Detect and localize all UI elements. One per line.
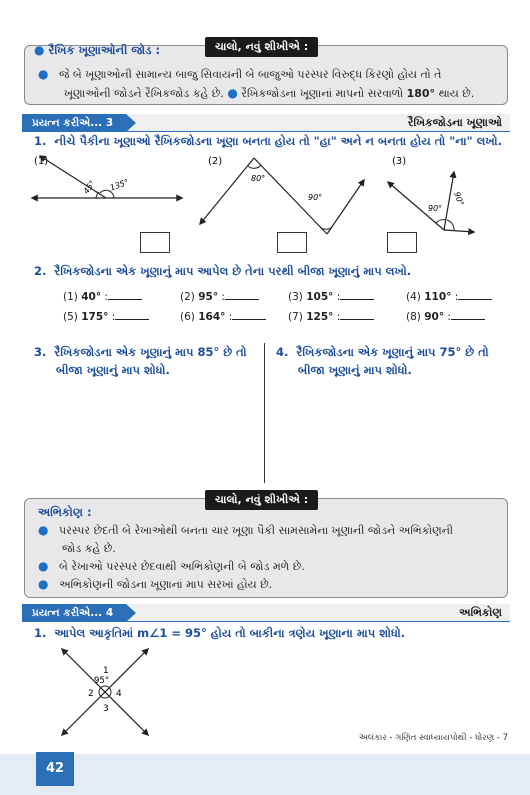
- vertical-angles-figure: [48, 643, 168, 743]
- question-1: 1. નીચે પૈકીના ખૂણાઓ રૈખિકજોડના ખૂણા બનતા હોય તો "હા" અને ન બનતા હોય તો "ના" લખો.: [34, 134, 502, 148]
- learn2-bullet-1-cont: જોડ કહે છે.: [62, 542, 116, 555]
- bullet-icon: ●: [34, 43, 45, 57]
- practice-bar-3: [22, 114, 510, 132]
- practice-topic: અભિકોણ: [459, 606, 502, 619]
- bullet-icon: ●: [38, 559, 49, 573]
- learn-text-line-2: ખૂણાઓની જોડને રૈખિકજોડ કહે છે. ● રૈખિકજોડના ખૂણાનાં માપનો સરવાળો 180° થાય છે.: [64, 86, 475, 100]
- fig2-angle-a: 80°: [251, 174, 266, 183]
- q2-item-7[interactable]: (7) 125° :: [288, 310, 374, 323]
- practice-topic: રૈખિકજોડના ખૂણાઓ: [407, 116, 502, 129]
- practice-arrow-icon: [126, 114, 136, 132]
- fig2-angle-b: 90°: [308, 193, 323, 202]
- bottom-bar: [0, 754, 530, 795]
- learn-tag: ચાલો, નવું શીખીએ :: [205, 490, 318, 510]
- angle-4-label: 4: [116, 689, 122, 699]
- learn2-bullet-2: ● બે રેખાઓ પરસ્પર છેદવાથી અભિકોણની બે જોડ મળે છે.: [38, 559, 305, 573]
- fig2-label: (2): [208, 156, 223, 167]
- q2-item-4[interactable]: (4) 110° :: [406, 290, 492, 303]
- question-2: 2. રૈખિકજોડના એક ખૂણાનું માપ આપેલ છે તેના પરથી બીજા ખૂણાનું માપ લખો.: [34, 264, 412, 278]
- question-vertical-1: 1. આપેલ આકૃતિમાં m∠1 = 95° હોય તો બાકીના ત્રણેય ખૂણાના માપ શોધો.: [34, 626, 406, 640]
- q2-item-1[interactable]: (1) 40° :: [63, 290, 142, 303]
- practice-tag: પ્રયત્ન કરીએ... 3: [22, 114, 126, 132]
- fig3-ray: [444, 230, 474, 232]
- learn-title-text: રૈખિક ખૂણાઓની જોડ :: [48, 43, 161, 57]
- fig3-label: (3): [392, 156, 407, 167]
- angle-1-label: 1: [103, 666, 109, 676]
- fig3-angle-a: 90°: [428, 204, 443, 213]
- learn-title: [34, 43, 160, 58]
- q2-item-3[interactable]: (3) 105° :: [288, 290, 374, 303]
- angle-2-label: 2: [88, 689, 94, 699]
- question-3: 3. રૈખિકજોડના એક ખૂણાનું માપ 85° છે તો બીજા ખૂણાનું માપ શોધો.: [34, 345, 247, 377]
- fig2-ray: [200, 158, 254, 224]
- column-divider: [264, 343, 265, 483]
- fig3-angle-b: 90°: [452, 190, 466, 208]
- question-4: 4. રૈખિકજોડના એક ખૂણાનું માપ 75° છે તો બીજા ખૂણાનું માપ શોધો.: [276, 345, 489, 377]
- bullet-icon: ●: [38, 67, 49, 81]
- page-number: 42: [36, 752, 74, 786]
- learn2-bullet-1: ● પરસ્પર છેદતી બે રેખાઓથી બનતા ચાર ખૂણા પૈકી સામસામેના ખૂણાની જોડને અભિકોણની: [38, 523, 454, 537]
- answer-box-1[interactable]: [140, 232, 170, 253]
- q2-item-2[interactable]: (2) 95° :: [180, 290, 259, 303]
- practice-arrow-icon: [126, 604, 136, 622]
- fig1-angle-b: 135°: [108, 177, 130, 193]
- learn-tag: ચાલો, નવું શીખીએ :: [205, 37, 318, 57]
- bullet-icon: ●: [38, 523, 49, 537]
- angle-3-label: 3: [103, 704, 109, 714]
- q2-item-8[interactable]: (8) 90° :: [406, 310, 485, 323]
- fig1-ray: [40, 156, 106, 198]
- answer-box-3[interactable]: [387, 232, 417, 253]
- q2-item-6[interactable]: (6) 164° :: [180, 310, 266, 323]
- q2-item-5[interactable]: (5) 175° :: [63, 310, 149, 323]
- fig2-arc: [248, 165, 261, 168]
- bullet-icon: ●: [38, 577, 49, 591]
- fig2-ray: [327, 180, 364, 234]
- angle-1-measure: 95°: [94, 676, 110, 686]
- footer-text: અલંકાર - ગણિત સ્વાધ્યાયપોથી - ધોરણ - 7: [358, 733, 508, 743]
- fig3-arc: [447, 220, 454, 230]
- learn-title: અભિકોણ :: [38, 505, 92, 519]
- answer-box-2[interactable]: [277, 232, 307, 253]
- fig3-arc: [436, 220, 446, 223]
- practice-tag: પ્રયત્ન કરીએ... 4: [22, 604, 126, 622]
- learn2-bullet-3: ● અભિકોણની જોડના ખૂણાનાં માપ સરખાં હોય છે.: [38, 577, 273, 591]
- fig1-label: (1): [34, 156, 49, 167]
- bullet-icon: ●: [227, 86, 238, 100]
- fig1-angle-a: 45°: [81, 178, 98, 196]
- learn-text-line-1: ● જે બે ખૂણાઓની સામાન્ય બાજુ સિવાયની બે બાજુઓ પરસ્પર વિરુદ્ધ કિરણો હોય તો તે: [38, 67, 442, 81]
- practice-bar-4: [22, 604, 510, 622]
